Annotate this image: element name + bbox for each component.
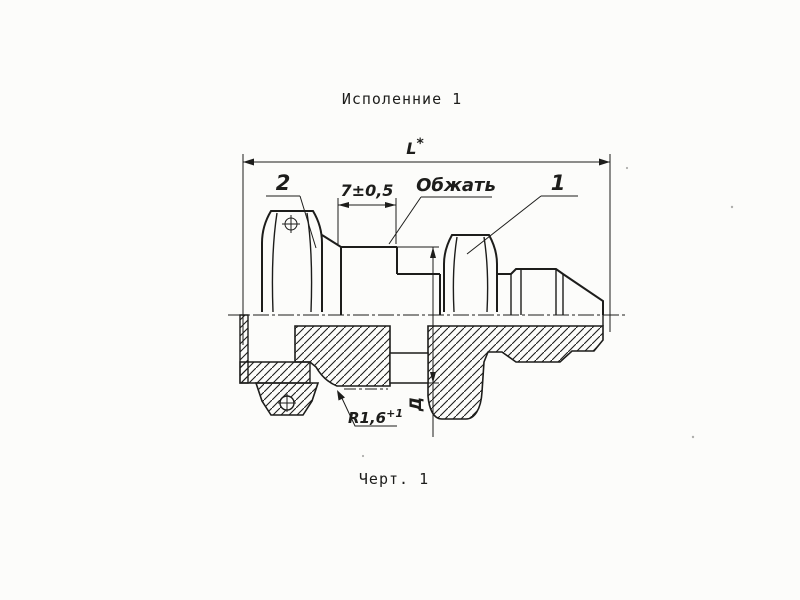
arrowhead-right-icon [599,159,610,166]
drawing-title: Исполенние 1 [341,90,463,108]
union-nut-2 [262,211,322,312]
speck [626,167,628,169]
radius-value: R1,6 [348,409,387,427]
thread-edge-lines [511,269,563,315]
radius-label [348,407,403,427]
dimension-crimp-width [338,181,396,244]
callout-item-2 [266,171,316,248]
nut2-silhouette [262,211,322,312]
callout-2-number: 2 [275,171,291,195]
nut2-facet-lines [272,213,311,312]
arrowhead-up-icon [430,247,436,258]
hatch-region-left-band [240,362,310,383]
thread-profile [497,269,603,315]
callout-1-number: 1 [550,171,566,195]
callout-1-leader [467,196,578,254]
dimension-overall-length [243,136,610,345]
center-mark-cross [282,215,300,233]
radius-tolerance: +1 [386,407,403,420]
nut1-silhouette [444,235,497,312]
arrowhead-left-icon [338,202,349,208]
arrowhead-radius-icon [337,390,345,401]
speck [692,436,694,438]
drawing-caption: Черт. 1 [358,470,430,488]
diameter-label: Д [406,396,425,412]
threaded-end [497,269,603,326]
hatch-region-body-right [428,326,603,419]
bore-groove-notch [390,353,428,383]
annotation-crimp-note [389,175,496,244]
dimension-diameter-d [397,247,439,437]
length-modifier: * [416,136,424,152]
dimension-fillet-radius [337,390,403,427]
crimp-note-label: Обжать [416,175,496,196]
speck [731,206,733,208]
dimension-label-7: 7±0,5 [340,181,394,200]
arrowhead-right-icon [385,202,396,208]
nut1-facet-lines [453,237,487,312]
dimension-label-L [406,136,424,158]
arrowhead-left-icon [243,159,254,166]
speck [362,455,364,457]
length-symbol: L [406,139,417,158]
paper-specks [362,167,733,457]
crimp-note-leader [389,197,492,244]
union-nut-1 [444,235,497,312]
